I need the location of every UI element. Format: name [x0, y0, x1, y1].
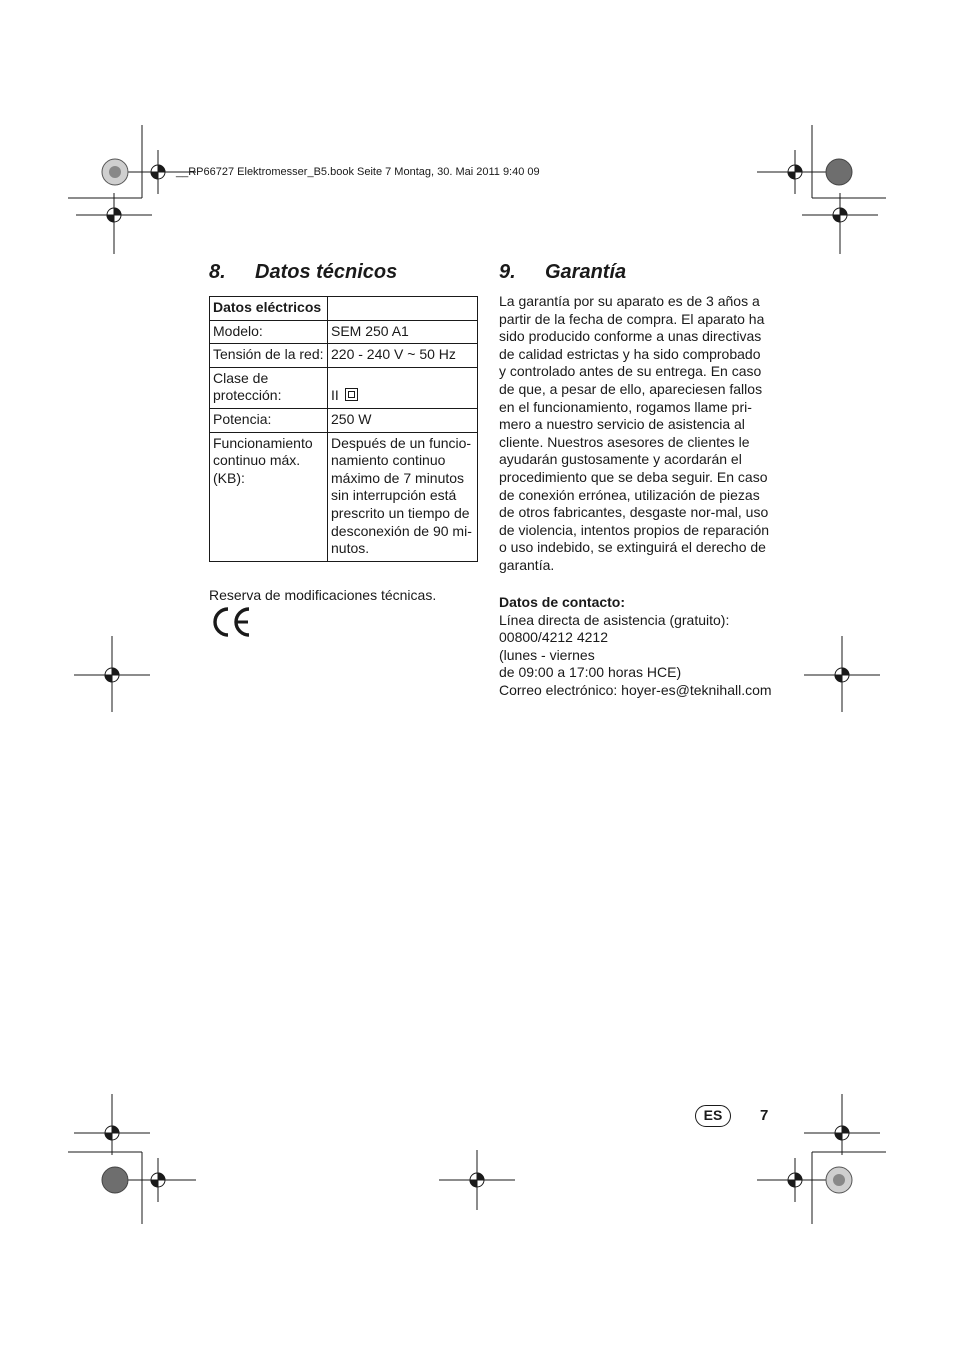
row-label: Funcionamiento continuo máx. (KB):	[210, 432, 328, 561]
row-value: II	[328, 367, 478, 408]
row-value: 250 W	[328, 408, 478, 432]
table-row	[210, 408, 478, 432]
table-row	[210, 367, 478, 408]
table-header-row	[210, 297, 478, 321]
ce-mark-icon	[209, 605, 253, 639]
file-info-header: __RP66727 Elektromesser_B5.book Seite 7 Montag, 30. Mai 2011 9:40 09	[176, 166, 540, 178]
row-label: Modelo:	[210, 320, 328, 344]
row-label: Tensión de la red:	[210, 344, 328, 368]
row-value: Después de un funcio-namiento continuo máximo de 7 minutos sin interrupción está prescrito un tiempo de desconexión de 90 mi-nutos.	[328, 432, 478, 561]
reserva-note: Reserva de modificaciones técnicas.	[209, 587, 437, 603]
section-9-heading: 9. Garantía	[499, 261, 627, 283]
contact-line: 00800/4212 4212	[499, 629, 608, 646]
contact-line: de 09:00 a 17:00 horas HCE)	[499, 664, 682, 681]
section-8-heading: 8. Datos técnicos	[209, 261, 398, 283]
table-row	[210, 432, 478, 561]
row-value: 220 - 240 V ~ 50 Hz	[328, 344, 478, 368]
row-label: Potencia:	[210, 408, 328, 432]
warranty-body: La garantía por su aparato es de 3 años a partir de la fecha de compra. El aparato ha sido producido conforme a unas directivas de calidad estrictas y ha sido comprobado y controlado antes de su entrega. En caso de que, a pesar de ello, apareciesen fallos en el funcionamiento, rogamos llame pri-mero a nuestro servicio de asistencia al cliente. Nuestros asesores de clientes le ayudarán gustosamente y acordarán el procedimiento que se deba seguir. En caso de conexión errónea, utilización de piezas de otros fabricantes, desgaste nor-mal, uso de violencia, intentos propios de reparación o uso indebido, se extinguirá el derecho de garantía.	[499, 293, 770, 573]
page-number: 7	[760, 1107, 769, 1124]
double-insulation-icon	[345, 388, 358, 401]
contact-block	[499, 594, 772, 700]
table-header-cell: Datos eléctricos	[210, 297, 328, 321]
table-header-empty	[328, 297, 478, 321]
row-label: Clase de protección:	[210, 367, 328, 408]
contact-line: Correo electrónico: hoyer-es@teknihall.com	[499, 681, 772, 698]
table-row	[210, 344, 478, 368]
row-value: SEM 250 A1	[328, 320, 478, 344]
table-row	[210, 320, 478, 344]
language-badge: ES	[695, 1105, 731, 1127]
contact-line: Línea directa de asistencia (gratuito):	[499, 611, 730, 628]
technical-data-table	[209, 296, 478, 562]
contact-line: (lunes - viernes	[499, 646, 595, 663]
contact-label: Datos de contacto:	[499, 594, 626, 610]
